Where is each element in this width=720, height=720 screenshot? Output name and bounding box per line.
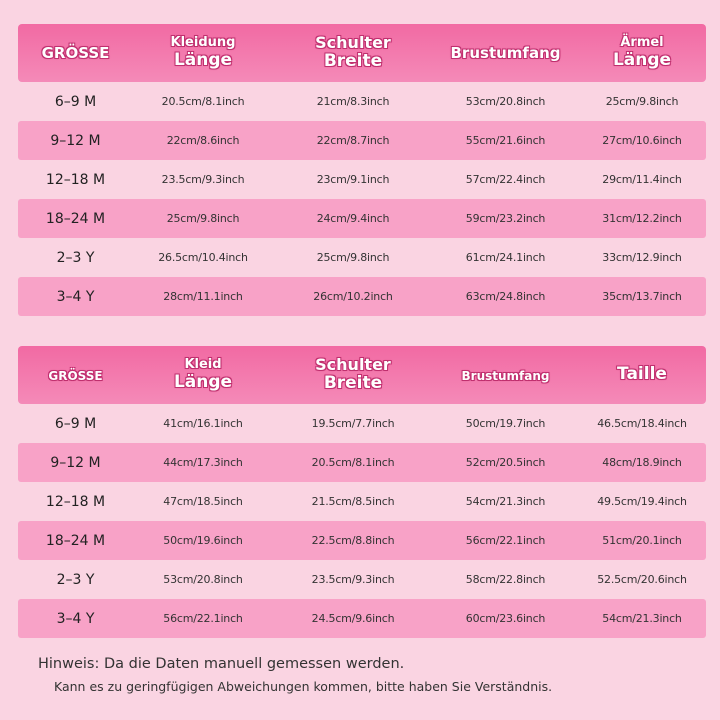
table-row: [18, 560, 706, 599]
waist-cell: 49.5cm/19.4inch: [597, 495, 687, 508]
waist-cell: 52.5cm/20.6inch: [597, 573, 687, 586]
header-label: Schulter: [315, 355, 391, 375]
length-cell: 23.5cm/9.3inch: [161, 173, 245, 186]
length-cell: 44cm/17.3inch: [163, 456, 243, 469]
waist-cell: 48cm/18.9inch: [602, 456, 682, 469]
length-cell: 25cm/9.8inch: [166, 212, 240, 225]
sleeve-cell: 33cm/12.9inch: [602, 251, 682, 264]
header-size: [18, 44, 133, 62]
header-label: Länge: [612, 49, 672, 70]
table-row: [18, 277, 706, 316]
shoulder-cell: 24cm/9.4inch: [316, 212, 390, 225]
size-cell: 18–24 M: [45, 532, 106, 549]
shoulder-cell: 24.5cm/9.6inch: [311, 612, 395, 625]
header-chest: [433, 44, 578, 62]
chest-cell: 57cm/22.4inch: [465, 173, 546, 186]
shoulder-cell: 23.5cm/9.3inch: [311, 573, 395, 586]
shoulder-cell: 22cm/8.7inch: [316, 134, 390, 147]
header-chest: [433, 366, 578, 384]
shoulder-cell: 19.5cm/7.7inch: [311, 417, 395, 430]
header-shoulder: [273, 356, 433, 394]
chest-cell: 55cm/21.6inch: [465, 134, 546, 147]
chest-cell: 60cm/23.6inch: [465, 612, 546, 625]
size-cell: 6–9 M: [54, 415, 97, 432]
length-cell: 56cm/22.1inch: [163, 612, 243, 625]
sleeve-cell: 27cm/10.6inch: [602, 134, 682, 147]
shoulder-cell: 21.5cm/8.5inch: [311, 495, 395, 508]
header-label: Länge: [173, 371, 233, 392]
size-cell: 3–4 Y: [56, 288, 95, 305]
header-shoulder: [273, 34, 433, 72]
header-label: Ärmel: [620, 34, 664, 50]
header-label: Kleid: [184, 356, 222, 372]
table-row: [18, 599, 706, 638]
header-label: Taille: [617, 364, 667, 385]
chest-cell: 56cm/22.1inch: [465, 534, 546, 547]
table-row: [18, 121, 706, 160]
waist-cell: 46.5cm/18.4inch: [597, 417, 687, 430]
header-length: [133, 358, 273, 392]
header-label: GRÖSSE: [48, 368, 103, 383]
size-table-dress-waist: [18, 346, 706, 638]
header-label: Brustumfang: [461, 368, 550, 383]
table-row: [18, 404, 706, 443]
table-row: [18, 521, 706, 560]
table-row: [18, 482, 706, 521]
length-cell: 50cm/19.6inch: [163, 534, 243, 547]
shoulder-cell: 20.5cm/8.1inch: [311, 456, 395, 469]
length-cell: 26.5cm/10.4inch: [158, 251, 248, 264]
chest-cell: 53cm/20.8inch: [465, 95, 546, 108]
chest-cell: 52cm/20.5inch: [465, 456, 546, 469]
length-cell: 47cm/18.5inch: [163, 495, 243, 508]
table-row: [18, 82, 706, 121]
header-label: Kleidung: [170, 34, 236, 50]
shoulder-cell: 23cm/9.1inch: [316, 173, 390, 186]
header-length: [133, 36, 273, 70]
header-sleeve: [578, 36, 706, 70]
size-cell: 12–18 M: [45, 493, 106, 510]
sleeve-cell: 25cm/9.8inch: [605, 95, 679, 108]
table-header: [18, 24, 706, 82]
measurement-note: [38, 656, 552, 694]
shoulder-cell: 26cm/10.2inch: [313, 290, 393, 303]
waist-cell: 54cm/21.3inch: [602, 612, 682, 625]
size-table-dress-sleeve: [18, 24, 706, 316]
size-cell: 9–12 M: [50, 454, 101, 471]
note-text: Kann es zu geringfügigen Abweichungen kommen, bitte haben Sie Verständnis.: [54, 679, 553, 694]
shoulder-cell: 22.5cm/8.8inch: [311, 534, 395, 547]
header-label: Länge: [173, 49, 233, 70]
sleeve-cell: 31cm/12.2inch: [602, 212, 682, 225]
header-label: Schulter: [315, 33, 391, 53]
table-row: [18, 238, 706, 277]
sleeve-cell: 29cm/11.4inch: [602, 173, 682, 186]
chest-cell: 61cm/24.1inch: [465, 251, 546, 264]
size-cell: 6–9 M: [54, 93, 97, 110]
header-size: [18, 366, 133, 384]
length-cell: 53cm/20.8inch: [163, 573, 243, 586]
size-cell: 2–3 Y: [56, 571, 95, 588]
table-row: [18, 443, 706, 482]
chest-cell: 59cm/23.2inch: [465, 212, 546, 225]
size-cell: 12–18 M: [45, 171, 106, 188]
size-cell: 3–4 Y: [56, 610, 95, 627]
chest-cell: 63cm/24.8inch: [465, 290, 546, 303]
chest-cell: 54cm/21.3inch: [465, 495, 546, 508]
table-header: [18, 346, 706, 404]
shoulder-cell: 25cm/9.8inch: [316, 251, 390, 264]
chest-cell: 58cm/22.8inch: [465, 573, 546, 586]
header-label: GRÖSSE: [41, 43, 110, 62]
table-row: [18, 199, 706, 238]
length-cell: 22cm/8.6inch: [166, 134, 240, 147]
shoulder-cell: 21cm/8.3inch: [316, 95, 390, 108]
table-row: [18, 160, 706, 199]
size-cell: 2–3 Y: [56, 249, 95, 266]
length-cell: 20.5cm/8.1inch: [161, 95, 245, 108]
chest-cell: 50cm/19.7inch: [465, 417, 546, 430]
length-cell: 28cm/11.1inch: [163, 290, 243, 303]
header-waist: [578, 365, 706, 385]
header-label: Breite: [323, 373, 383, 394]
header-label: Brustumfang: [450, 43, 561, 62]
header-label: Breite: [323, 51, 383, 72]
note-heading: Hinweis: Da die Daten manuell gemessen werden.: [38, 656, 405, 672]
waist-cell: 51cm/20.1inch: [602, 534, 682, 547]
sleeve-cell: 35cm/13.7inch: [602, 290, 682, 303]
size-cell: 9–12 M: [50, 132, 101, 149]
size-cell: 18–24 M: [45, 210, 106, 227]
length-cell: 41cm/16.1inch: [163, 417, 243, 430]
